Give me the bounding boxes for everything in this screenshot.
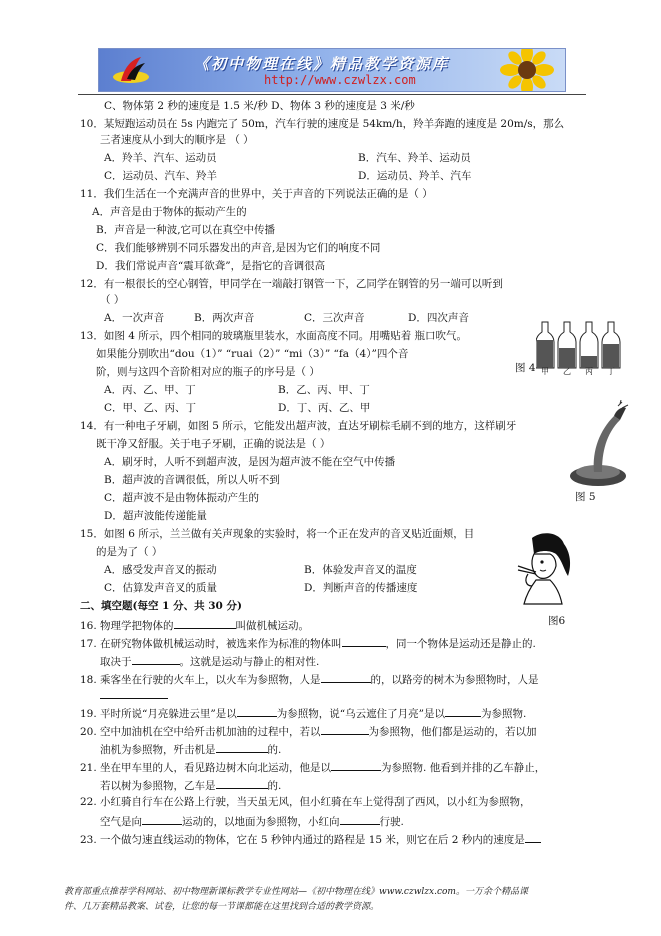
q17-cont: 取决于 。这就是运动与静止的相对性. <box>100 653 319 669</box>
q10-option-c: C．运动员、汽车、羚羊 <box>104 170 218 182</box>
q14-stem: 14．有一种电子牙刷，如图 5 所示，它能发出超声波，直达牙刷棕毛刷不到的地方，这样刷牙 <box>80 420 517 432</box>
q12-option-d: D．四次声音 <box>408 312 469 324</box>
q19: 19. 平时所说“月亮躲进云里”是以 为参照物，说“乌云遮住了月亮”是以 为参照物. <box>80 705 526 721</box>
q23: 23. 一个做匀速直线运动的物体，它在 5 秒钟内通过的路程是 15 米，则它在后 2 秒内的速度是 <box>80 831 541 847</box>
bottle-water <box>603 344 619 368</box>
q14-option-b: B．超声波的音调很低，所以人听不到 <box>104 474 280 486</box>
answer-blank <box>216 741 268 753</box>
answer-blank <box>342 635 386 647</box>
answer-blank <box>321 671 371 683</box>
q10-stem-cont: 三者速度从小到大的顺序是 （ ） <box>100 134 254 146</box>
q21-cont: 若以树为参照物，乙车是 的. <box>100 777 281 793</box>
banner-title: 《初中物理在线》精品教学资源库 <box>194 55 450 73</box>
header-rule <box>78 94 586 95</box>
q12-option-a: A．一次声音 <box>104 312 165 324</box>
q14-option-d: D．超声波能传递能量 <box>104 510 207 522</box>
q13-option-c: C．甲、乙、丙、丁 <box>104 402 197 414</box>
q13-stem: 13．如图 4 所示，四个相同的玻璃瓶里装水，水面高度不同。用嘴贴着 瓶口吹气。 <box>80 330 468 342</box>
footer-line-2: 件、几万套精品教案、试卷，让您的每一节课都能在这里找到合适的教学资源。 <box>64 902 380 912</box>
section-2-heading: 二、填空题(每空 1 分、共 30 分) <box>80 600 242 612</box>
q10-option-d: D．运动员、羚羊、汽车 <box>358 170 472 182</box>
q13-option-a: A．丙、乙、甲、丁 <box>104 384 196 396</box>
header-banner <box>98 48 566 92</box>
q11-stem: 11．我们生活在一个充满声音的世界中，关于声音的下列说法正确的是（ ） <box>80 188 433 200</box>
q14-option-a: A．刷牙时，人听不到超声波，是因为超声波不能在空气中传播 <box>104 456 396 468</box>
q13-option-b: B．乙、丙、甲、丁 <box>278 384 370 396</box>
q10-option-a: A．羚羊、汽车、运动员 <box>104 152 217 164</box>
q12-stem: 12．有一根很长的空心钢管，甲同学在一端敲打钢管一下，乙同学在钢管的另一端可以听到 <box>80 278 503 290</box>
banner-url: http://www.czwlzx.com <box>264 73 416 87</box>
q11-option-a: A．声音是由于物体的振动产生的 <box>92 206 247 218</box>
footer-line-1: 教育部重点推荐学科网站、初中物理新课标教学专业性网站—《初中物理在线》www.czwlzx.com。一万余个精品课 <box>64 887 528 897</box>
q17: 17. 在研究物体做机械运动时，被选来作为标准的物体叫 ，同一个物体是运动还是静止的. <box>80 635 536 651</box>
q13-stem-cont2: 阶，则与这四个音阶相对应的瓶子的序号是（ ） <box>96 366 320 378</box>
q10-option-b: B．汽车、羚羊、运动员 <box>358 152 471 164</box>
q20: 20. 空中加油机在空中给歼击机加油的过程中，若以 为参照物，他们都是运动的，若以加 <box>80 723 537 739</box>
answer-blank <box>321 723 369 735</box>
q15-stem: 15．如图 6 所示，兰兰做有关声现象的实验时，将一个正在发声的音叉贴近面颊，目 <box>80 528 475 540</box>
q10-stem: 10．某短跑运动员在 5s 内跑完了 50m，汽车行驶的速度是 54km/h，羚羊奔跑的速度是 20m/s，那么 <box>80 118 565 130</box>
q18-cont <box>100 687 168 703</box>
figure-6-caption: 图6 <box>548 615 566 627</box>
bottle-label-1: 甲 <box>541 367 549 376</box>
q12-option-b: B．两次声音 <box>194 312 255 324</box>
q22-cont: 空气是向 运动的，以地面为参照物，小红向 行驶. <box>100 813 404 829</box>
q22: 22. 小红骑自行车在公路上行驶，当天虽无风，但小红骑在车上觉得刮了西风，以小红为参照物， <box>80 796 531 808</box>
q11-option-b: B．声音是一种波,它可以在真空中传播 <box>96 224 276 236</box>
answer-blank <box>525 831 541 843</box>
page-footer <box>64 884 604 914</box>
q21: 21. 坐在甲车里的人，看见路边树木向北运动，他是以 为参照物. 他看到并排的乙车静止， <box>80 759 545 775</box>
bottle-water <box>559 348 575 368</box>
bottle-label-4: 丁 <box>607 367 615 376</box>
q11-option-d: D．我们常说声音“震耳欲聋”，是指它的音调很高 <box>96 260 326 272</box>
answer-blank <box>340 813 380 825</box>
q15-option-b: B．体验发声音叉的温度 <box>304 564 417 576</box>
answer-blank <box>100 687 168 699</box>
q15-option-c: C．估算发声音叉的质量 <box>104 582 218 594</box>
answer-blank <box>331 759 381 771</box>
answer-blank <box>174 617 236 629</box>
q15-stem-cont: 的是为了（ ） <box>96 546 163 558</box>
q18: 18. 乘客坐在行驶的火车上，以火车为参照物，人是 的，以路旁的树木为参照物时，人是 <box>80 671 539 687</box>
q13-stem-cont: 如果能分别吹出“dou（1）” “ruai（2）” “mi（3）” “fa（4）”四个音 <box>96 348 409 360</box>
q15-option-d: D．判断声音的传播速度 <box>304 582 418 594</box>
q20-cont: 油机为参照物，歼击机是 的. <box>100 741 281 757</box>
answer-blank <box>237 705 277 717</box>
q16: 16. 物理学把物体的 叫做机械运动。 <box>80 617 309 633</box>
q13-option-d: D．丁、丙、乙、甲 <box>278 402 371 414</box>
q9-option-cd: C、物体第 2 秒的速度是 1.5 米/秒 D、物体 3 秒的速度是 3 米/秒 <box>104 100 415 112</box>
q14-option-c: C．超声波不是由物体振动产生的 <box>104 492 260 504</box>
figure-6-girl-tuning-fork <box>512 530 578 606</box>
answer-blank <box>142 813 182 825</box>
q15-option-a: A．感受发声音叉的振动 <box>104 564 217 576</box>
bottle-label-3: 丙 <box>585 367 593 376</box>
answer-blank <box>445 705 481 717</box>
figure-4-caption: 图 4 <box>515 362 536 374</box>
bottle-water <box>537 340 553 368</box>
bottle-label-2: 乙 <box>563 367 571 376</box>
q11-option-c: C．我们能够辨别不同乐器发出的声音,是因为它们的响度不同 <box>96 242 381 254</box>
q14-stem-cont: 既干净又舒服。关于电子牙刷，正确的说法是（ ） <box>96 438 331 450</box>
answer-blank <box>216 777 268 789</box>
figure-5-toothbrush <box>560 400 632 490</box>
q12-paren: （ ） <box>100 294 125 306</box>
q12-option-c: C．三次声音 <box>304 312 365 324</box>
answer-blank <box>132 653 180 665</box>
site-logo-icon <box>111 55 151 85</box>
figure-5-caption: 图 5 <box>575 491 596 503</box>
sunflower-icon <box>497 48 557 92</box>
